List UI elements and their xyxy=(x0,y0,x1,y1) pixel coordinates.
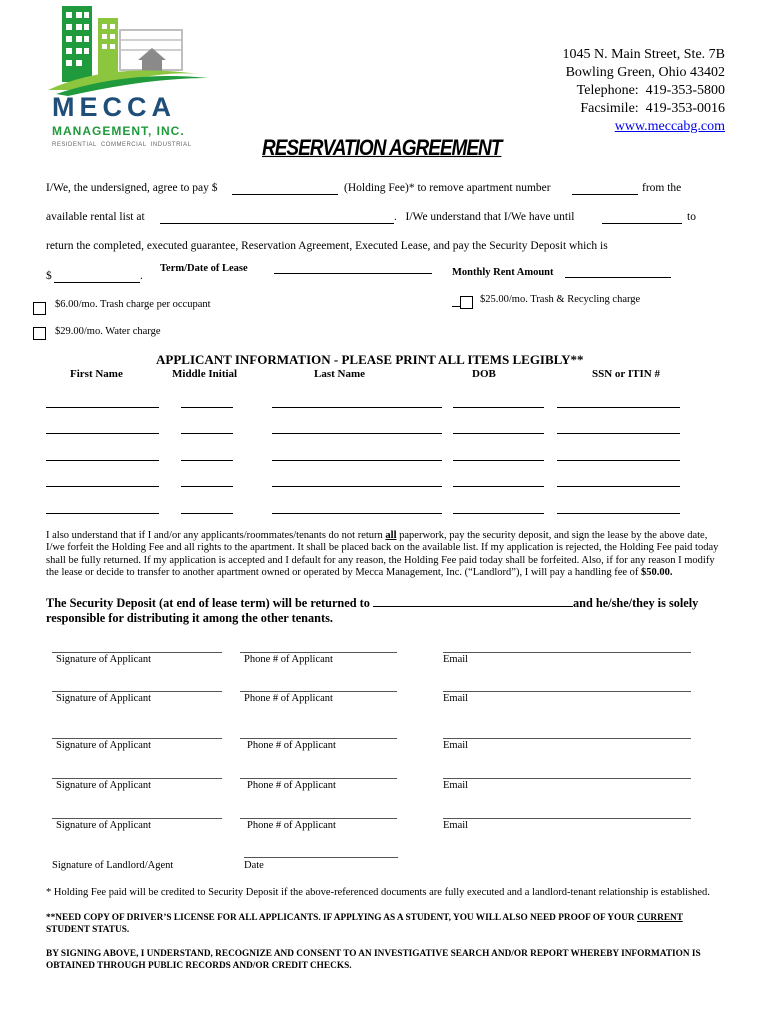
trash-occupant-label: $6.00/mo. Trash charge per occupant xyxy=(55,299,211,310)
water-charge-checkbox[interactable] xyxy=(33,327,46,340)
last-name-field[interactable] xyxy=(272,407,442,408)
landlord-signature-label: Signature of Landlord/Agent xyxy=(52,860,174,871)
applicant-phone-line[interactable] xyxy=(240,738,397,739)
building-logo-icon xyxy=(48,4,248,96)
company-logo xyxy=(48,4,248,152)
dob-field[interactable] xyxy=(453,460,544,461)
date-line[interactable] xyxy=(244,857,398,858)
intro-line1-c: from the xyxy=(642,182,682,194)
col-last-name: Last Name xyxy=(314,368,366,380)
note2-current: CURRENT xyxy=(636,913,683,923)
first-name-field[interactable] xyxy=(46,460,159,461)
document-title: RESERVATION AGREEMENT xyxy=(262,136,502,161)
trash-occupant-checkbox[interactable] xyxy=(33,302,46,315)
term-date-label: Term/Date of Lease xyxy=(160,263,248,274)
intro-line2-c: to xyxy=(687,211,696,223)
trash-recycling-label: $25.00/mo. Trash & Recycling charge xyxy=(480,294,641,305)
facsimile: Facsimile: 419-353-0016 xyxy=(580,101,725,116)
dob-field[interactable] xyxy=(453,407,544,408)
middle-initial-field[interactable] xyxy=(181,433,233,434)
date-label: Date xyxy=(244,860,264,871)
intro-line2-a: available rental list at xyxy=(46,211,145,223)
dob-field[interactable] xyxy=(453,486,544,487)
ssn-field[interactable] xyxy=(557,433,680,434)
middle-initial-field[interactable] xyxy=(181,513,233,514)
intro-line4-a: $ xyxy=(46,270,52,282)
applicant-signature-label: Signature of Applicant xyxy=(56,740,152,751)
address-block xyxy=(562,46,725,136)
intro-line2-b: . I/We understand that I/We have until xyxy=(394,211,575,223)
terms-paragraph xyxy=(46,530,726,580)
trash-recycling-checkbox[interactable] xyxy=(460,296,473,309)
logo-tagline: RESIDENTIAL COMMERCIAL INDUSTRIAL xyxy=(52,142,192,148)
applicant-email-line[interactable] xyxy=(443,652,691,653)
applicant-signature-label: Signature of Applicant xyxy=(56,654,152,665)
applicant-email-line[interactable] xyxy=(443,818,691,819)
last-name-field[interactable] xyxy=(272,460,442,461)
apartment-number-field[interactable] xyxy=(572,194,638,195)
middle-initial-field[interactable] xyxy=(181,460,233,461)
applicant-phone-line[interactable] xyxy=(240,818,397,819)
rental-list-date-field[interactable] xyxy=(160,223,394,224)
applicant-signature-label: Signature of Applicant xyxy=(56,693,152,704)
applicant-email-label: Email xyxy=(443,693,469,704)
monthly-rent-field[interactable] xyxy=(565,277,671,278)
applicant-phone-line[interactable] xyxy=(240,691,397,692)
website-link[interactable]: www.meccabg.com xyxy=(614,119,725,134)
applicant-signature-line[interactable] xyxy=(52,738,222,739)
col-dob: DOB xyxy=(472,368,496,380)
first-name-field[interactable] xyxy=(46,407,159,408)
trash-recycling-blank xyxy=(452,306,460,307)
applicant-heading: APPLICANT INFORMATION - PLEASE PRINT ALL ITEMS LEGIBLY** xyxy=(156,352,584,367)
dob-field[interactable] xyxy=(453,513,544,514)
until-date-field[interactable] xyxy=(602,223,682,224)
col-ssn: SSN or ITIN # xyxy=(592,368,660,380)
security-deposit-statement xyxy=(46,596,736,626)
last-name-field[interactable] xyxy=(272,433,442,434)
ssn-field[interactable] xyxy=(557,460,680,461)
deposit-text-a: The Security Deposit (at end of lease term) will be returned to xyxy=(46,596,373,610)
security-deposit-field[interactable] xyxy=(54,282,140,283)
logo-subname: MANAGEMENT, INC. xyxy=(52,124,185,138)
holding-fee-field[interactable] xyxy=(232,194,338,195)
term-date-field[interactable] xyxy=(274,273,432,274)
last-name-field[interactable] xyxy=(272,486,442,487)
applicant-email-label: Email xyxy=(443,780,469,791)
last-name-field[interactable] xyxy=(272,513,442,514)
applicant-signature-label: Signature of Applicant xyxy=(56,820,152,831)
holding-fee-note: * Holding Fee paid will be credited to Security Deposit if the above-referenced documents are fully executed and a landlord-tenant relationship is established. xyxy=(46,887,710,898)
water-charge-label: $29.00/mo. Water charge xyxy=(55,326,161,337)
intro-line1-b: (Holding Fee)* to remove apartment number xyxy=(344,182,551,194)
applicant-email-line[interactable] xyxy=(443,691,691,692)
ssn-field[interactable] xyxy=(557,407,680,408)
intro-line3: return the completed, executed guarantee, Reservation Agreement, Executed Lease, and pay the Security Deposit which is xyxy=(46,240,608,252)
address-line1: 1045 N. Main Street, Ste. 7B xyxy=(562,47,725,62)
middle-initial-field[interactable] xyxy=(181,407,233,408)
note2-text-c: STUDENT STATUS. xyxy=(46,925,130,935)
deposit-text-b: and he/she/they is solely responsible for distributing it among the other tenants. xyxy=(46,596,699,625)
col-middle-initial: Middle Initial xyxy=(172,368,238,380)
dob-field[interactable] xyxy=(453,433,544,434)
intro-line1-a: I/We, the undersigned, agree to pay $ xyxy=(46,182,218,194)
applicant-email-line[interactable] xyxy=(443,738,691,739)
terms-all: all xyxy=(385,530,397,541)
telephone: Telephone: 419-353-5800 xyxy=(576,83,725,98)
terms-text-a: I also understand that if I and/or any applicants/roommates/tenants do not return xyxy=(46,530,386,541)
applicant-phone-label: Phone # of Applicant xyxy=(244,654,333,665)
middle-initial-field[interactable] xyxy=(181,486,233,487)
col-first-name: First Name xyxy=(70,368,123,380)
handling-fee: $50.00. xyxy=(641,567,673,579)
deposit-recipient-field[interactable] xyxy=(373,596,573,607)
first-name-field[interactable] xyxy=(46,513,159,514)
ssn-field[interactable] xyxy=(557,513,680,514)
applicant-signature-line[interactable] xyxy=(52,778,222,779)
applicant-phone-label: Phone # of Applicant xyxy=(247,740,336,751)
terms-text-c: paperwork, pay the security deposit, and sign the lease by the above date, I/we forfeit the Holding Fee and all rights to the apartment. It shall be placed back on the available list. If my application is rejected, the Holding Fee paid today shall be fully returned. If my application is accepted and I default for any reason, the Holding Fee paid today shall be forfeited. Also, if for any reason I modify the lease or decide to transfer to another apartment owned or operated by Mecca Management, Inc. (“Landlord”), I will pay a handling fee of xyxy=(46,530,719,579)
address-line2: Bowling Green, Ohio 43402 xyxy=(565,65,725,80)
applicant-signature-line[interactable] xyxy=(52,652,222,653)
applicant-email-label: Email xyxy=(443,740,469,751)
consent-statement: BY SIGNING ABOVE, I UNDERSTAND, RECOGNIZE AND CONSENT TO AN INVESTIGATIVE SEARCH AND/OR REPORT WHEREBY INFORMATION IS OBTAINED THROUGH PUBLIC RECORDS AND/OR CREDIT CHECKS. xyxy=(46,949,701,971)
note2-text-a: **NEED COPY OF DRIVER’S LICENSE FOR ALL APPLICANTS. IF APPLYING AS A STUDENT, YOU WILL ALSO NEED PROOF OF YOUR xyxy=(46,913,637,923)
logo-name: MECCA xyxy=(52,92,176,122)
intro-line4-b: . xyxy=(140,270,143,282)
applicant-signature-line[interactable] xyxy=(52,691,222,692)
applicant-phone-label: Phone # of Applicant xyxy=(244,693,333,704)
applicant-email-line[interactable] xyxy=(443,778,691,779)
applicant-phone-label: Phone # of Applicant xyxy=(247,820,336,831)
monthly-rent-label: Monthly Rent Amount xyxy=(452,267,554,278)
first-name-field[interactable] xyxy=(46,486,159,487)
applicant-phone-label: Phone # of Applicant xyxy=(247,780,336,791)
applicant-email-label: Email xyxy=(443,654,469,665)
applicant-phone-line[interactable] xyxy=(240,778,397,779)
ssn-field[interactable] xyxy=(557,486,680,487)
applicant-signature-line[interactable] xyxy=(52,818,222,819)
drivers-license-note xyxy=(46,912,726,936)
applicant-signature-label: Signature of Applicant xyxy=(56,780,152,791)
first-name-field[interactable] xyxy=(46,433,159,434)
applicant-email-label: Email xyxy=(443,820,469,831)
applicant-phone-line[interactable] xyxy=(240,652,397,653)
